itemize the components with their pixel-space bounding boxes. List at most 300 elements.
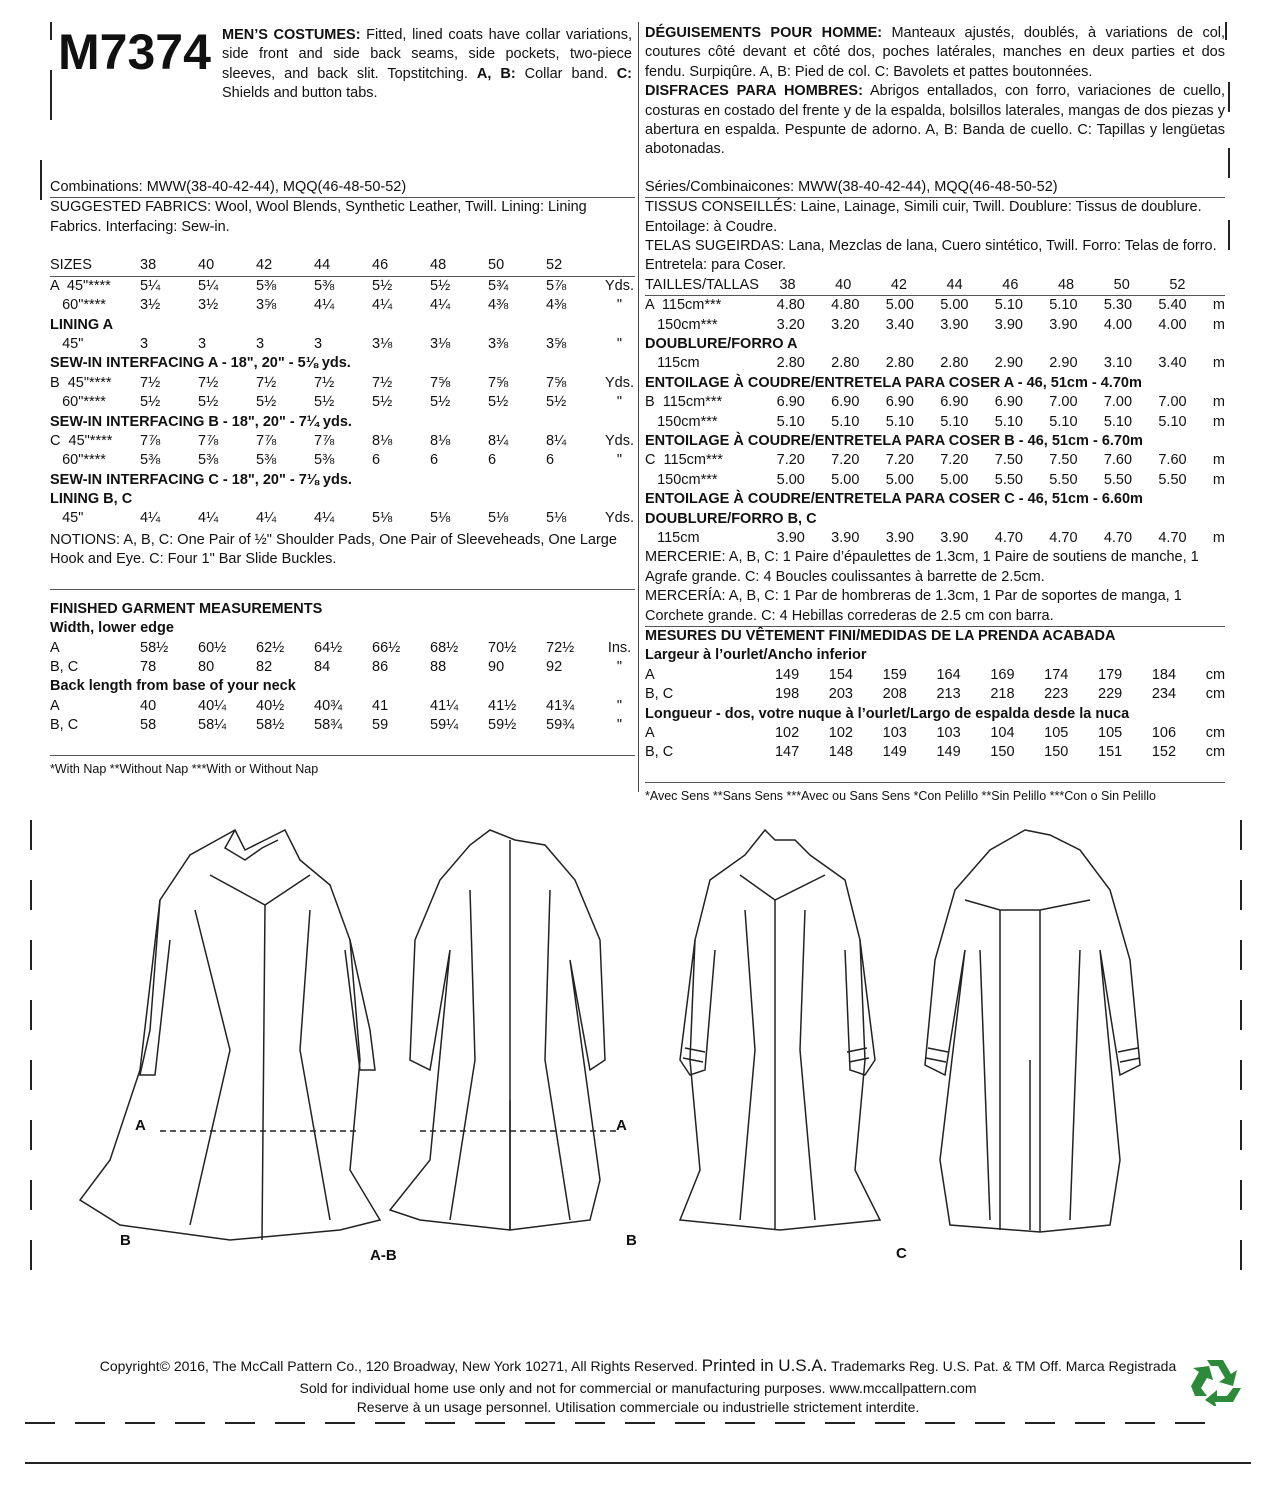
table-cell: 4⅜ — [546, 297, 567, 314]
table-cell: 3.90 — [994, 316, 1023, 333]
table-cell: 5⅛ — [430, 510, 451, 527]
table-row — [50, 490, 635, 509]
table-cell: m — [1212, 316, 1225, 333]
table-cell: " — [616, 297, 623, 314]
table-cell: 4.00 — [1158, 316, 1187, 333]
table-cell: 6 — [488, 452, 497, 469]
table-cell: 7.00 — [1103, 394, 1133, 411]
table-cell: 5½ — [256, 394, 277, 411]
table-cell: 46 — [1002, 276, 1019, 293]
table-cell: 7½ — [198, 374, 219, 391]
table-cell: 52 — [546, 257, 563, 274]
table-row — [645, 529, 1225, 548]
table-cell: m — [1212, 394, 1225, 411]
table-cell: 58¼ — [198, 717, 227, 734]
table-cell: 86 — [372, 659, 389, 676]
table-cell: 198 — [774, 686, 800, 703]
table-cell: 3½ — [198, 297, 219, 314]
table-row — [50, 451, 635, 470]
table-cell: 3.90 — [940, 316, 969, 333]
table-cell: 5⅜ — [140, 452, 161, 469]
garment-illustrations — [0, 800, 1276, 1280]
table-section-heading: SEW-IN INTERFACING A - 18", 20" - 5⅛ yds. — [50, 355, 351, 372]
table-cell: 147 — [774, 744, 800, 761]
bottom-rule — [25, 1462, 1251, 1464]
table-cell: 159 — [882, 666, 907, 683]
english-description: MEN’S COSTUMES: Fitted, lined coats have collar variations, side front and side back seams, side pockets, two-piece sleeves, and back slit. Topstitching. A, B: Collar band. C: Shields and button tabs. — [222, 27, 633, 102]
table-row — [645, 393, 1225, 412]
table-section-heading: ENTOILAGE À COUDRE/ENTRETELA PARA COSER C - 46, 51cm - 6.60m — [645, 491, 1143, 508]
table-cell: 3 — [256, 335, 265, 352]
row-label: 45" — [50, 510, 84, 527]
label-b: B — [120, 1232, 131, 1249]
table-cell: 102 — [774, 724, 800, 741]
table-cell: 3.90 — [885, 529, 914, 546]
suggested-fabrics: SUGGESTED FABRICS: Wool, Wool Blends, Synthetic Leather, Twill. Lining: Lining Fabrics. Interfacing: Sew-in. — [50, 199, 587, 235]
table-cell: 149 — [774, 666, 800, 683]
table-cell: " — [616, 717, 623, 734]
table-cell: 40¼ — [198, 697, 227, 714]
table-cell: 58½ — [140, 639, 169, 656]
table-row — [50, 335, 635, 354]
table-cell: 7.50 — [994, 452, 1023, 469]
table-cell: " — [616, 335, 623, 352]
label-b-back: B — [626, 1232, 637, 1249]
back-table-fr — [645, 724, 1225, 783]
table-row — [50, 716, 635, 735]
table-cell: 179 — [1098, 666, 1123, 683]
table-cell: 4¼ — [140, 510, 161, 527]
yardage-table-en — [50, 256, 635, 528]
telas: TELAS SUGEIRDAS: Lana, Mezclas de lana, Cuero sintético, Twill. Forro: Telas de forro. Entretela: para Coser. — [645, 238, 1217, 274]
table-cell: 5.00 — [885, 297, 914, 314]
table-cell: m — [1212, 452, 1225, 469]
table-cell: 5.00 — [885, 471, 914, 488]
table-cell: 7⅞ — [198, 432, 219, 449]
table-cell: 42 — [256, 257, 273, 274]
table-cell: " — [616, 697, 623, 714]
table-cell: cm — [1205, 744, 1226, 761]
table-cell: 5.10 — [994, 297, 1023, 314]
copyright-line: Copyright© 2016, The McCall Pattern Co., 120 Broadway, New York 10271, All Rights Reserved. Printed in U.S.A. Trademarks Reg. U.S. Pat. & TM Off. Marca Registrada — [99, 1356, 1177, 1375]
combinations: Combinations: MWW(38-40-42-44), MQQ(46-48-50-52) — [50, 178, 635, 198]
row-label: B 115cm*** — [645, 394, 723, 411]
table-cell: 102 — [828, 724, 853, 741]
table-cell: 7.20 — [776, 452, 805, 469]
table-cell: m — [1212, 297, 1225, 314]
table-cell: 7.20 — [940, 452, 969, 469]
table-cell: 5.50 — [1049, 471, 1078, 488]
row-label: B, C — [645, 686, 674, 703]
table-cell: 40 — [198, 257, 215, 274]
table-cell: cm — [1205, 666, 1226, 683]
table-cell: 62½ — [256, 639, 285, 656]
table-cell: 5⅞ — [546, 277, 567, 294]
table-cell: 5¾ — [488, 277, 509, 294]
table-cell: 5½ — [140, 394, 161, 411]
table-cell: 3 — [140, 335, 149, 352]
table-cell: cm — [1205, 686, 1226, 703]
row-label: 60"**** — [50, 394, 106, 411]
table-cell: 2.80 — [776, 355, 805, 372]
notions: NOTIONS: A, B, C: One Pair of ½" Shoulder Pads, One Pair of Sleeveheads, One Large Hook and Eye. C: Four 1" Bar Slide Buckles. — [50, 531, 635, 590]
table-cell: 64½ — [314, 639, 343, 656]
table-cell: 4.70 — [1049, 529, 1078, 546]
table-cell: 5.10 — [885, 413, 914, 430]
table-cell: 7⅝ — [546, 374, 567, 391]
table-cell: 3.20 — [776, 316, 805, 333]
table-row — [50, 471, 635, 490]
table-cell: 8⅛ — [372, 432, 393, 449]
table-cell: 72½ — [546, 639, 575, 656]
table-cell: 59½ — [488, 717, 517, 734]
table-cell: 82 — [256, 659, 273, 676]
table-cell: 5⅜ — [256, 452, 277, 469]
row-label: B, C — [645, 744, 674, 761]
table-cell: 6.90 — [940, 394, 969, 411]
table-cell: cm — [1205, 724, 1226, 741]
table-cell: 92 — [546, 659, 563, 676]
table-cell: 60½ — [198, 639, 227, 656]
table-cell: 149 — [882, 744, 907, 761]
table-cell: 5.10 — [831, 413, 860, 430]
table-cell: 229 — [1098, 686, 1123, 703]
table-cell: 40¾ — [314, 697, 343, 714]
table-cell: 5.50 — [1158, 471, 1187, 488]
row-label: A — [645, 666, 655, 683]
row-label: B, C — [50, 717, 79, 734]
table-cell: m — [1212, 413, 1225, 430]
table-cell: 7.20 — [885, 452, 914, 469]
nap-note-fr: *Avec Sens **Sans Sens ***Avec ou Sans Sens *Con Pelillo **Sin Pelillo ***Con o Sin Pelillo — [645, 788, 1156, 803]
row-label: A — [50, 697, 60, 714]
table-row — [50, 639, 635, 658]
table-cell: 38 — [779, 276, 796, 293]
coat-back-ab — [390, 830, 620, 1230]
row-label: 150cm*** — [645, 316, 718, 333]
fgm-title-fr: MESURES DU VÊTEMENT FINI/MEDIDAS DE LA PRENDA ACABADA — [645, 627, 1116, 644]
table-cell: 46 — [372, 257, 389, 274]
table-cell: 8¼ — [488, 432, 509, 449]
table-cell: 42 — [890, 276, 907, 293]
table-cell: 80 — [198, 659, 215, 676]
table-cell: 5.40 — [1158, 297, 1187, 314]
table-cell: 4¼ — [314, 297, 335, 314]
table-row — [50, 296, 635, 315]
table-row — [645, 666, 1225, 685]
table-cell: 154 — [828, 666, 853, 683]
table-cell: 48 — [1057, 276, 1075, 293]
usage-line-fr: Reserve à un usage personnel. Utilisation commerciale ou industrielle strictement interdite. — [356, 1399, 920, 1415]
table-cell: 234 — [1151, 686, 1177, 703]
table-cell: 5.50 — [1103, 471, 1133, 488]
table-cell: 6.90 — [885, 394, 914, 411]
table-cell: Yds. — [604, 510, 634, 527]
fgm-title: FINISHED GARMENT MEASUREMENTS — [50, 600, 323, 617]
table-cell: 2.80 — [831, 355, 860, 372]
table-cell: Yds. — [604, 432, 634, 449]
table-cell: 7½ — [372, 374, 393, 391]
label-ab: A-B — [370, 1247, 397, 1264]
table-row — [645, 432, 1225, 451]
row-label: B, C — [50, 659, 79, 676]
row-label: A 45"**** — [50, 277, 111, 294]
row-label: C 115cm*** — [645, 452, 723, 469]
table-cell: 3 — [198, 335, 207, 352]
row-label: 115cm — [645, 529, 700, 546]
table-cell: 164 — [936, 666, 961, 683]
table-row — [50, 413, 635, 432]
table-cell: 5.00 — [940, 471, 969, 488]
table-cell: 8¼ — [546, 432, 567, 449]
table-cell: 70½ — [488, 639, 517, 656]
table-cell: 88 — [430, 659, 447, 676]
table-cell: 3.40 — [1158, 355, 1187, 372]
table-cell: " — [616, 394, 623, 411]
table-row — [50, 316, 635, 335]
table-row — [645, 335, 1225, 354]
row-label: A — [645, 724, 655, 741]
table-cell: 3.20 — [831, 316, 860, 333]
table-cell: 5⅜ — [314, 452, 335, 469]
table-cell: 58½ — [256, 717, 285, 734]
table-cell: 7.00 — [1158, 394, 1187, 411]
table-cell: 6.90 — [994, 394, 1023, 411]
table-cell: 48 — [430, 257, 447, 274]
table-cell: 150 — [1044, 744, 1069, 761]
table-cell: 6.90 — [776, 394, 805, 411]
table-row — [645, 685, 1225, 704]
table-cell: 150 — [990, 744, 1015, 761]
table-cell: m — [1212, 355, 1225, 372]
table-cell: Ins. — [607, 639, 632, 656]
table-cell: 105 — [1098, 724, 1123, 741]
label-a: A — [135, 1117, 146, 1134]
table-cell: 4¼ — [256, 510, 277, 527]
table-cell: 38 — [140, 257, 157, 274]
table-cell: 5½ — [488, 394, 509, 411]
table-row — [645, 490, 1225, 509]
table-row — [645, 451, 1225, 470]
table-cell: 5.10 — [776, 413, 805, 430]
table-cell: m — [1212, 529, 1225, 546]
table-cell: 3.90 — [1049, 316, 1078, 333]
table-cell: 41¾ — [546, 697, 575, 714]
nap-note: *With Nap **Without Nap ***With or Without Nap — [50, 761, 319, 776]
table-cell: 2.80 — [885, 355, 914, 372]
table-row — [645, 743, 1225, 762]
table-cell: 44 — [314, 257, 331, 274]
row-label: A 115cm*** — [645, 297, 722, 314]
table-cell: 59 — [372, 717, 389, 734]
table-cell: 59¾ — [546, 717, 575, 734]
table-cell: 4.70 — [994, 529, 1023, 546]
table-row — [50, 697, 635, 716]
table-section-heading: ENTOILAGE À COUDRE/ENTRETELA PARA COSER A - 46, 51cm - 4.70m — [645, 374, 1142, 391]
table-cell: 3⅛ — [372, 335, 393, 352]
mercerie: MERCERIE: A, B, C: 1 Paire d’épaulettes de 1.3cm, 1 Paire de soutiens de manche, 1 Agrafe grande. C: 4 Boucles coulissantes à barrette de 2.5cm. — [645, 549, 1199, 585]
table-cell: 5½ — [430, 277, 451, 294]
french-description: DÉGUISEMENTS POUR HOMME: Manteaux ajustés, doublés, à variations de col, coutures côté devant et côté dos, poches latérales, manches en deux parties et dos fendu. Surpiqûre. A, B: Pied de col. C: Bavolets et pattes boutonnées. — [645, 25, 1226, 80]
table-cell: 2.90 — [1049, 355, 1078, 372]
table-cell: 4⅜ — [488, 297, 509, 314]
table-cell: 6.90 — [831, 394, 860, 411]
row-label: C 45"**** — [50, 432, 113, 449]
usage-line: Sold for individual home use only and not for commercial or manufacturing purposes. www.mccallpattern.com — [299, 1380, 977, 1396]
table-cell: 5.30 — [1103, 297, 1133, 314]
width-table-fr — [645, 666, 1225, 705]
table-row — [645, 296, 1225, 315]
table-cell: " — [616, 659, 623, 676]
table-cell: 7.20 — [831, 452, 860, 469]
table-section-heading: SEW-IN INTERFACING C - 18", 20" - 7⅛ yds. — [50, 471, 352, 488]
table-cell: 151 — [1098, 744, 1123, 761]
table-cell: 6 — [430, 452, 439, 469]
table-cell: 5.10 — [994, 413, 1023, 430]
table-cell: 3.90 — [776, 529, 805, 546]
table-row — [50, 374, 635, 393]
table-cell: 5½ — [314, 394, 335, 411]
table-cell: 41 — [372, 697, 389, 714]
table-cell: 5½ — [430, 394, 451, 411]
table-cell: 50 — [488, 257, 505, 274]
row-label: SIZES — [50, 257, 92, 274]
table-cell: 59¼ — [430, 717, 459, 734]
table-row — [50, 509, 635, 528]
table-cell: 5.10 — [1103, 413, 1133, 430]
table-row — [50, 658, 635, 677]
table-cell: 5.00 — [940, 297, 969, 314]
table-cell: 90 — [488, 659, 505, 676]
table-cell: 103 — [882, 724, 907, 741]
table-row — [645, 276, 1225, 296]
table-cell: 149 — [936, 744, 961, 761]
table-cell: 5⅜ — [314, 277, 335, 294]
table-cell: 52 — [1169, 276, 1186, 293]
yardage-table-fr — [645, 276, 1225, 548]
table-section-heading: DOUBLURE/FORRO B, C — [645, 510, 817, 527]
tissus: TISSUS CONSEILLÉS: Laine, Lainage, Simili cuir, Twill. Doublure: Tissus de doublure. Entoilage: à Coudre. — [645, 199, 1202, 235]
table-cell: 3⅜ — [488, 335, 509, 352]
table-cell: 7⅞ — [140, 432, 161, 449]
table-cell: 4.80 — [776, 297, 805, 314]
table-cell: 68½ — [430, 639, 459, 656]
table-cell: 7.50 — [1049, 452, 1078, 469]
row-label: 150cm*** — [645, 471, 718, 488]
table-cell: m — [1212, 471, 1225, 488]
table-cell: 6 — [546, 452, 555, 469]
table-cell: 5¼ — [198, 277, 219, 294]
table-cell: 7.60 — [1158, 452, 1187, 469]
table-cell: 7½ — [256, 374, 277, 391]
table-cell: Yds. — [604, 374, 634, 391]
back-title-fr: Longueur - dos, votre nuque à l’ourlet/Largo de espalda desde la nuca — [645, 705, 1130, 722]
table-row — [645, 471, 1225, 490]
table-cell: 4¼ — [430, 297, 451, 314]
table-row — [50, 256, 635, 276]
table-row — [645, 374, 1225, 393]
table-cell: 66½ — [372, 639, 401, 656]
back-table-en — [50, 697, 635, 756]
table-section-heading: LINING B, C — [50, 491, 133, 508]
row-label: A — [50, 639, 60, 656]
table-cell: 41¼ — [430, 697, 459, 714]
table-row — [645, 724, 1225, 743]
spanish-description: DISFRACES PARA HOMBRES: Abrigos entallados, con forro, variaciones de cuello, costuras en costado del frente y de la espalda, bolsillos laterales, mangas de dos piezas y abertura en espalda. Pespunte de adorno. A, B: Banda de cuello. C: Tapillas y lengüetas abotonadas. — [645, 83, 1225, 158]
table-cell — [604, 256, 635, 275]
combinations-fr: Séries/Combinaicones: MWW(38-40-42-44), MQQ(46-48-50-52) — [645, 178, 1225, 198]
table-cell: 5¼ — [140, 277, 161, 294]
table-row — [50, 277, 635, 296]
row-label: 150cm*** — [645, 413, 718, 430]
table-cell: 7.00 — [1049, 394, 1078, 411]
table-cell: 84 — [314, 659, 331, 676]
label-a-back: A — [616, 1117, 627, 1134]
table-cell: 2.90 — [994, 355, 1023, 372]
table-cell: 7⅞ — [314, 432, 335, 449]
table-cell: 106 — [1151, 724, 1177, 741]
table-cell: 5⅛ — [488, 510, 509, 527]
table-cell: 4¼ — [198, 510, 219, 527]
table-cell: 6 — [372, 452, 381, 469]
row-label: 45" — [50, 335, 84, 352]
table-cell: 5⅛ — [372, 510, 393, 527]
table-cell: 203 — [828, 686, 853, 703]
table-cell: 3.90 — [831, 529, 860, 546]
table-cell: 7.60 — [1103, 452, 1133, 469]
table-cell: 40½ — [256, 697, 285, 714]
table-cell: " — [616, 452, 623, 469]
table-cell: 3⅝ — [546, 335, 567, 352]
table-cell: 5.10 — [1158, 413, 1187, 430]
table-cell: 5.10 — [1049, 413, 1078, 430]
width-table-en — [50, 639, 635, 678]
table-cell: 7⅝ — [430, 374, 451, 391]
table-cell: 184 — [1151, 666, 1177, 683]
table-cell: 7½ — [140, 374, 161, 391]
table-cell: 4.70 — [1158, 529, 1187, 546]
table-cell: 7⅝ — [488, 374, 509, 391]
table-cell: 3½ — [140, 297, 161, 314]
back-title: Back length from base of your neck — [50, 678, 296, 695]
coat-front-c — [680, 830, 880, 1230]
table-cell: 41½ — [488, 697, 517, 714]
pattern-number: M7374 — [58, 24, 211, 80]
table-row — [645, 413, 1225, 432]
merceria: MERCERÍA: A, B, C: 1 Par de hombreras de 1.3cm, 1 Par de soportes de manga, 1 Corchete grande. C: 4 Hebillas correderas de 2.5 cm con barra. — [645, 587, 1225, 627]
table-cell: 40 — [140, 697, 157, 714]
table-cell: 5⅜ — [256, 277, 277, 294]
table-cell: 174 — [1044, 666, 1069, 683]
width-title-fr: Largeur à l’ourlet/Ancho inferior — [645, 647, 867, 664]
row-label: 60"**** — [50, 297, 106, 314]
table-cell: 3⅝ — [256, 297, 277, 314]
table-cell: 4¼ — [372, 297, 393, 314]
table-cell: 5.10 — [1049, 297, 1078, 314]
table-cell: 103 — [936, 724, 961, 741]
table-cell: 213 — [936, 686, 961, 703]
table-cell: 58 — [140, 717, 157, 734]
table-cell: 4.80 — [831, 297, 860, 314]
width-title: Width, lower edge — [50, 620, 174, 637]
table-cell: 8⅛ — [430, 432, 451, 449]
table-row — [645, 354, 1225, 373]
table-cell: 104 — [990, 724, 1015, 741]
row-label: B 45"**** — [50, 374, 112, 391]
table-section-heading: SEW-IN INTERFACING B - 18", 20" - 7¼ yds. — [50, 413, 352, 430]
table-row — [50, 432, 635, 451]
recycle-icon — [1187, 1356, 1243, 1406]
